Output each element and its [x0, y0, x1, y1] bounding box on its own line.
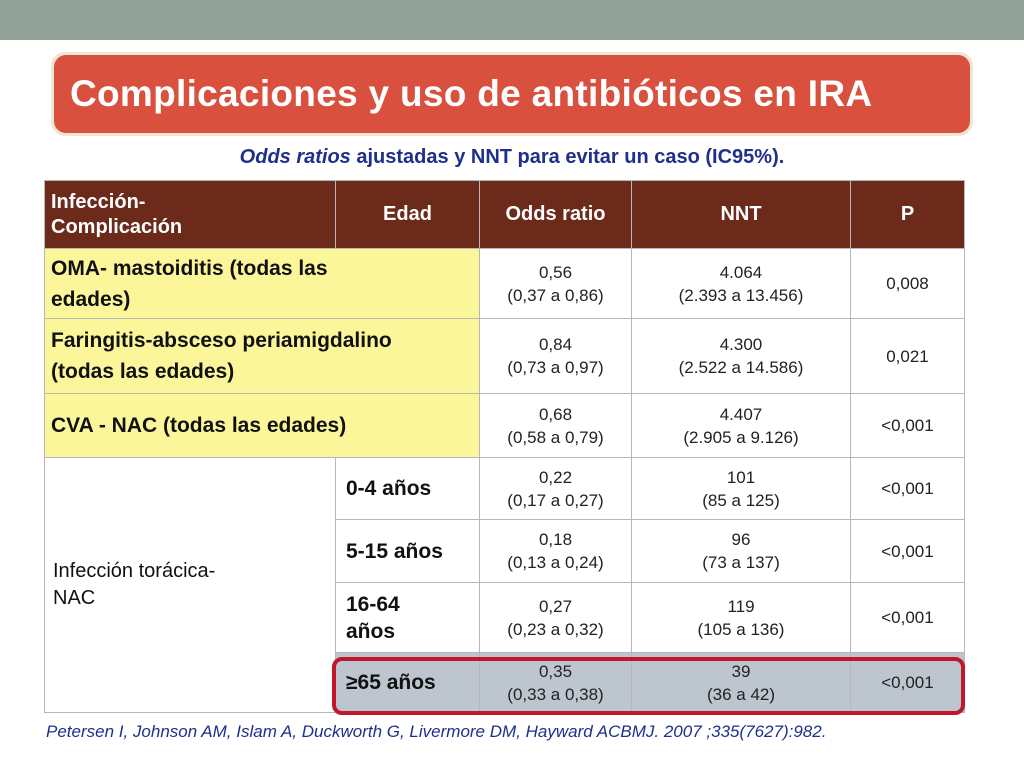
odds-ratio-cell [480, 458, 632, 520]
nnt-value: 4.407 [719, 404, 763, 424]
nnt-ci: (73 a 137) [702, 553, 780, 572]
title-box [54, 55, 970, 133]
p-value-cell: <0,001 [851, 520, 965, 583]
header-p: P [851, 181, 965, 249]
p-value-cell: <0,001 [851, 394, 965, 458]
nnt-cell [632, 458, 851, 520]
p-value-cell: <0,001 [851, 458, 965, 520]
table-caption-rest: ajustadas y NNT para evitar un caso (IC95%). [350, 146, 785, 168]
nnt-value: 4.300 [719, 335, 763, 354]
group-label-line2: NAC [53, 587, 96, 609]
header-row [45, 181, 965, 249]
odds-ratio-ci: (0,73 a 0,97) [507, 358, 604, 377]
odds-ratio-value: 0,22 [538, 467, 573, 487]
table-caption-italic: Odds ratios [239, 146, 351, 168]
odds-ratio-ci: (0,13 a 0,24) [507, 553, 604, 572]
age-cell [336, 583, 480, 653]
odds-ratio-ci: (0,58 a 0,79) [507, 427, 604, 447]
header-infeccion-line2: Complicación [51, 215, 183, 238]
age-line2: años [346, 619, 396, 643]
age-cell: 5-15 años [336, 520, 480, 583]
nnt-ci: (2.522 a 14.586) [678, 358, 804, 377]
p-value-cell: 0,008 [851, 249, 965, 319]
odds-ratio-value: 0,84 [538, 335, 573, 354]
nnt-cell [632, 319, 851, 394]
slide-title: Complicaciones y uso de antibióticos en IRA [70, 73, 873, 114]
citation: Petersen I, Johnson AM, Islam A, Duckworth G, Livermore DM, Hayward ACBMJ. 2007 ;335(7627):982. [46, 722, 827, 741]
nnt-ci: (105 a 136) [697, 619, 785, 639]
nnt-value: 101 [726, 467, 756, 487]
row-name-line2: edades) [51, 287, 131, 311]
group-label-line1: Infección torácica- [53, 560, 216, 582]
row-name-line1: Faringitis-absceso periamigdalino [51, 329, 392, 352]
highlight-box [332, 657, 965, 715]
header-infeccion-line1: Infección- [51, 190, 146, 213]
odds-ratio-cell [480, 520, 632, 583]
table-row [45, 394, 965, 458]
table-row [45, 249, 965, 319]
odds-ratio-cell [480, 319, 632, 394]
p-value-cell: <0,001 [851, 583, 965, 653]
header-infeccion [45, 181, 336, 249]
header-nnt: NNT [632, 181, 851, 249]
p-value-cell: 0,021 [851, 319, 965, 394]
nnt-value: 119 [727, 596, 755, 616]
odds-ratio-ci: (0,17 a 0,27) [507, 490, 604, 510]
nnt-ci: (85 a 125) [702, 490, 780, 510]
table-caption [0, 146, 1024, 169]
nnt-value: 4.064 [719, 262, 763, 282]
results-table [44, 180, 965, 713]
nnt-ci: (2.905 a 9.126) [683, 427, 799, 447]
row-name-line1: OMA- mastoiditis (todas las [51, 256, 328, 280]
row-name-line2: (todas las edades) [51, 360, 235, 383]
header-odds-ratio: Odds ratio [480, 181, 632, 249]
age-cell: ≥65 años [336, 653, 480, 713]
row-name: CVA - NAC (todas las edades) [45, 394, 480, 458]
row-name [45, 319, 480, 394]
table-row [45, 458, 965, 520]
row-name [45, 249, 480, 319]
top-decorative-strip [0, 0, 1024, 40]
p-value-cell: <0,001 [851, 653, 965, 713]
age-cell: 0-4 años [336, 458, 480, 520]
nnt-cell [632, 394, 851, 458]
odds-ratio-value: 0,35 [538, 661, 573, 681]
odds-ratio-cell [480, 583, 632, 653]
odds-ratio-value: 0,56 [538, 262, 573, 282]
table-row [45, 319, 965, 394]
group-label-cell [45, 458, 336, 713]
nnt-value: 39 [731, 661, 751, 681]
odds-ratio-value: 0,18 [538, 530, 573, 549]
odds-ratio-ci: (0,23 a 0,32) [507, 619, 604, 639]
nnt-ci: (2.393 a 13.456) [678, 285, 804, 305]
odds-ratio-value: 0,68 [538, 404, 573, 424]
odds-ratio-cell [480, 394, 632, 458]
header-edad: Edad [336, 181, 480, 249]
title-banner [51, 52, 973, 136]
age-line1: 16-64 [346, 592, 400, 616]
nnt-cell [632, 249, 851, 319]
odds-ratio-cell [480, 249, 632, 319]
nnt-cell [632, 520, 851, 583]
nnt-value: 96 [731, 530, 751, 549]
odds-ratio-ci: (0,33 a 0,38) [507, 684, 604, 704]
nnt-ci: (36 a 42) [706, 684, 776, 704]
nnt-cell [632, 583, 851, 653]
odds-ratio-ci: (0,37 a 0,86) [507, 285, 604, 305]
odds-ratio-value: 0,27 [538, 596, 573, 616]
